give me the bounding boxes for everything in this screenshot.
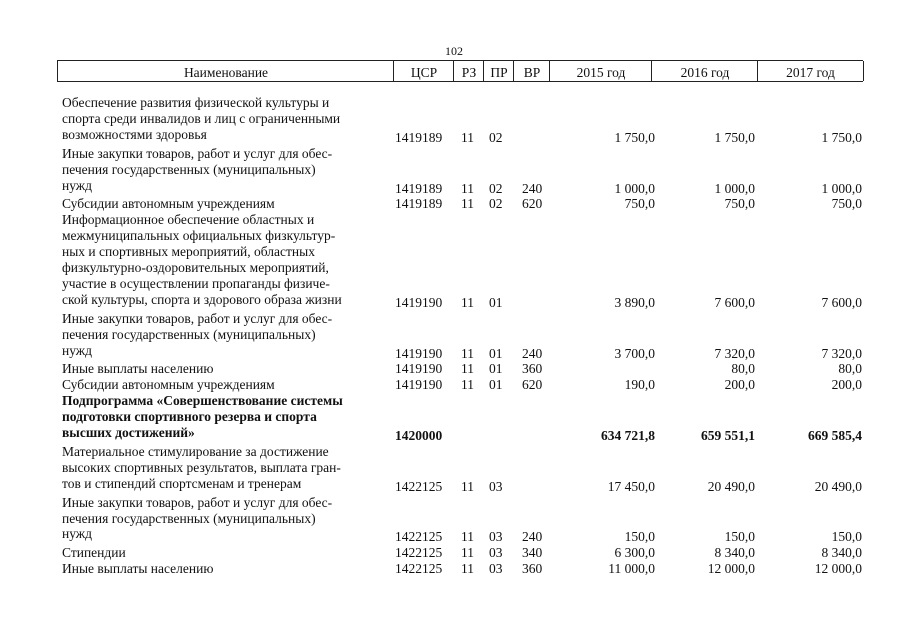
row-rz: 11 bbox=[461, 196, 474, 212]
row-2016: 80,0 bbox=[731, 361, 755, 377]
row-vr: 620 bbox=[522, 377, 543, 393]
row-name-line: ской культуры, спорта и здорового образа жизни bbox=[62, 291, 342, 307]
row-name-line: нужд bbox=[62, 526, 92, 542]
row-pr: 01 bbox=[489, 294, 503, 310]
row-2016: 150,0 bbox=[724, 529, 755, 545]
table-header bbox=[57, 60, 863, 82]
row-csr: 1419190 bbox=[395, 345, 443, 361]
row-2015: 634 721,8 bbox=[601, 428, 655, 443]
row-2017: 80,0 bbox=[838, 361, 862, 377]
row-rz: 11 bbox=[461, 345, 474, 361]
row-name-line: Иные выплаты населению bbox=[62, 361, 214, 377]
row-2017: 12 000,0 bbox=[814, 561, 862, 577]
row-2017: 1 000,0 bbox=[821, 180, 862, 196]
row-2015: 1 000,0 bbox=[614, 180, 655, 196]
row-name-line: печения государственных (муниципальных) bbox=[62, 510, 316, 526]
row-name-line: Подпрограмма «Совершенствование системы bbox=[62, 393, 343, 409]
row-2015: 150,0 bbox=[624, 529, 655, 545]
header-vr: ВР bbox=[513, 61, 550, 81]
header-2017: 2017 год bbox=[757, 61, 864, 81]
row-2015: 17 450,0 bbox=[607, 478, 655, 494]
row-name-line: нужд bbox=[62, 177, 92, 193]
row-2017: 7 320,0 bbox=[821, 345, 862, 361]
row-2016: 12 000,0 bbox=[707, 561, 755, 577]
row-name-line: Субсидии автономным учреждениям bbox=[62, 377, 275, 393]
row-csr: 1419189 bbox=[395, 129, 443, 145]
row-rz: 11 bbox=[461, 377, 474, 393]
row-2017: 669 585,4 bbox=[808, 428, 862, 443]
row-csr: 1419189 bbox=[395, 196, 443, 212]
row-vr: 360 bbox=[522, 361, 543, 377]
row-rz: 11 bbox=[461, 478, 474, 494]
row-pr: 02 bbox=[489, 180, 503, 196]
row-vr: 620 bbox=[522, 196, 543, 212]
row-vr: 340 bbox=[522, 545, 543, 561]
row-csr: 1422125 bbox=[395, 545, 443, 561]
row-name-line: печения государственных (муниципальных) bbox=[62, 161, 316, 177]
row-csr: 1419189 bbox=[395, 180, 443, 196]
row-csr: 1422125 bbox=[395, 561, 443, 577]
page-number: 102 bbox=[445, 44, 463, 58]
row-2015: 3 890,0 bbox=[614, 294, 655, 310]
row-2017: 1 750,0 bbox=[821, 129, 862, 145]
row-2017: 7 600,0 bbox=[821, 294, 862, 310]
row-2016: 750,0 bbox=[724, 196, 755, 212]
row-rz: 11 bbox=[461, 529, 474, 545]
row-name-line: подготовки спортивного резерва и спорта bbox=[62, 409, 317, 425]
row-2017: 8 340,0 bbox=[821, 545, 862, 561]
row-name-line: Информационное обеспечение областных и bbox=[62, 212, 315, 228]
row-vr: 360 bbox=[522, 561, 543, 577]
header-2016: 2016 год bbox=[651, 61, 758, 81]
row-2016: 1 000,0 bbox=[714, 180, 755, 196]
row-pr: 01 bbox=[489, 345, 503, 361]
row-name-line: Обеспечение развития физической культуры и bbox=[62, 95, 330, 110]
row-pr: 02 bbox=[489, 196, 503, 212]
row-pr: 03 bbox=[489, 561, 503, 577]
row-2016: 20 490,0 bbox=[707, 478, 755, 494]
row-2016: 1 750,0 bbox=[714, 129, 755, 145]
row-2015: 11 000,0 bbox=[608, 561, 655, 577]
row-rz: 11 bbox=[461, 294, 474, 310]
row-name-line: Иные выплаты населению bbox=[62, 561, 214, 577]
row-csr: 1420000 bbox=[395, 428, 443, 443]
header-csr: ЦСР bbox=[393, 61, 454, 81]
row-2016: 659 551,1 bbox=[701, 428, 755, 443]
row-name-line: участие в осуществлении пропаганды физиче- bbox=[62, 275, 330, 291]
row-pr: 02 bbox=[489, 129, 503, 145]
row-rz: 11 bbox=[461, 561, 474, 577]
row-2017: 150,0 bbox=[831, 529, 862, 545]
row-pr: 03 bbox=[489, 529, 503, 545]
row-name-line: межмуниципальных официальных физкультур- bbox=[62, 228, 336, 244]
row-pr: 01 bbox=[489, 377, 503, 393]
row-vr: 240 bbox=[522, 529, 543, 545]
row-2015: 6 300,0 bbox=[614, 545, 655, 561]
row-name-line: ных и спортивных мероприятий, областных bbox=[62, 244, 315, 260]
header-2015: 2015 год bbox=[549, 61, 652, 81]
row-csr: 1419190 bbox=[395, 361, 443, 377]
row-rz: 11 bbox=[461, 361, 474, 377]
row-name-line: Субсидии автономным учреждениям bbox=[62, 196, 275, 212]
header-name: Наименование bbox=[57, 61, 394, 81]
row-rz: 11 bbox=[461, 545, 474, 561]
row-csr: 1419190 bbox=[395, 294, 443, 310]
row-2017: 200,0 bbox=[831, 377, 862, 393]
row-csr: 1422125 bbox=[395, 529, 443, 545]
row-2015: 750,0 bbox=[624, 196, 655, 212]
row-name-line: Иные закупки товаров, работ и услуг для обес- bbox=[62, 310, 333, 326]
row-pr: 03 bbox=[489, 545, 503, 561]
row-2015: 190,0 bbox=[624, 377, 655, 393]
row-pr: 03 bbox=[489, 478, 503, 494]
row-2016: 200,0 bbox=[724, 377, 755, 393]
row-name-line: тов и стипендий спортсменам и тренерам bbox=[62, 475, 302, 491]
row-name-line: высоких спортивных результатов, выплата гран- bbox=[62, 459, 341, 475]
row-name-line: возможностями здоровья bbox=[62, 126, 207, 142]
row-csr: 1419190 bbox=[395, 377, 443, 393]
row-name-line: спорта среди инвалидов и лиц с ограниченными bbox=[62, 110, 341, 126]
row-2016: 8 340,0 bbox=[714, 545, 755, 561]
header-rz: РЗ bbox=[453, 61, 484, 81]
row-vr: 240 bbox=[522, 345, 543, 361]
row-vr: 240 bbox=[522, 180, 543, 196]
row-name-line: Стипендии bbox=[62, 545, 126, 561]
row-2017: 20 490,0 bbox=[814, 478, 862, 494]
header-pr: ПР bbox=[483, 61, 514, 81]
row-name-line: печения государственных (муниципальных) bbox=[62, 326, 316, 342]
row-2015: 1 750,0 bbox=[614, 129, 655, 145]
row-csr: 1422125 bbox=[395, 478, 443, 494]
row-name-line: нужд bbox=[62, 342, 92, 358]
row-2016: 7 600,0 bbox=[714, 294, 755, 310]
row-name-line: высших достижений» bbox=[62, 425, 195, 440]
row-name-line: Материальное стимулирование за достижение bbox=[62, 443, 329, 459]
row-2017: 750,0 bbox=[831, 196, 862, 212]
row-pr: 01 bbox=[489, 361, 503, 377]
row-rz: 11 bbox=[461, 180, 474, 196]
row-2016: 7 320,0 bbox=[714, 345, 755, 361]
row-name-line: Иные закупки товаров, работ и услуг для обес- bbox=[62, 145, 333, 161]
row-name-line: физкультурно-оздоровительных мероприятий, bbox=[62, 260, 329, 275]
row-2015: 3 700,0 bbox=[614, 345, 655, 361]
row-rz: 11 bbox=[461, 129, 474, 145]
row-name-line: Иные закупки товаров, работ и услуг для обес- bbox=[62, 494, 333, 510]
